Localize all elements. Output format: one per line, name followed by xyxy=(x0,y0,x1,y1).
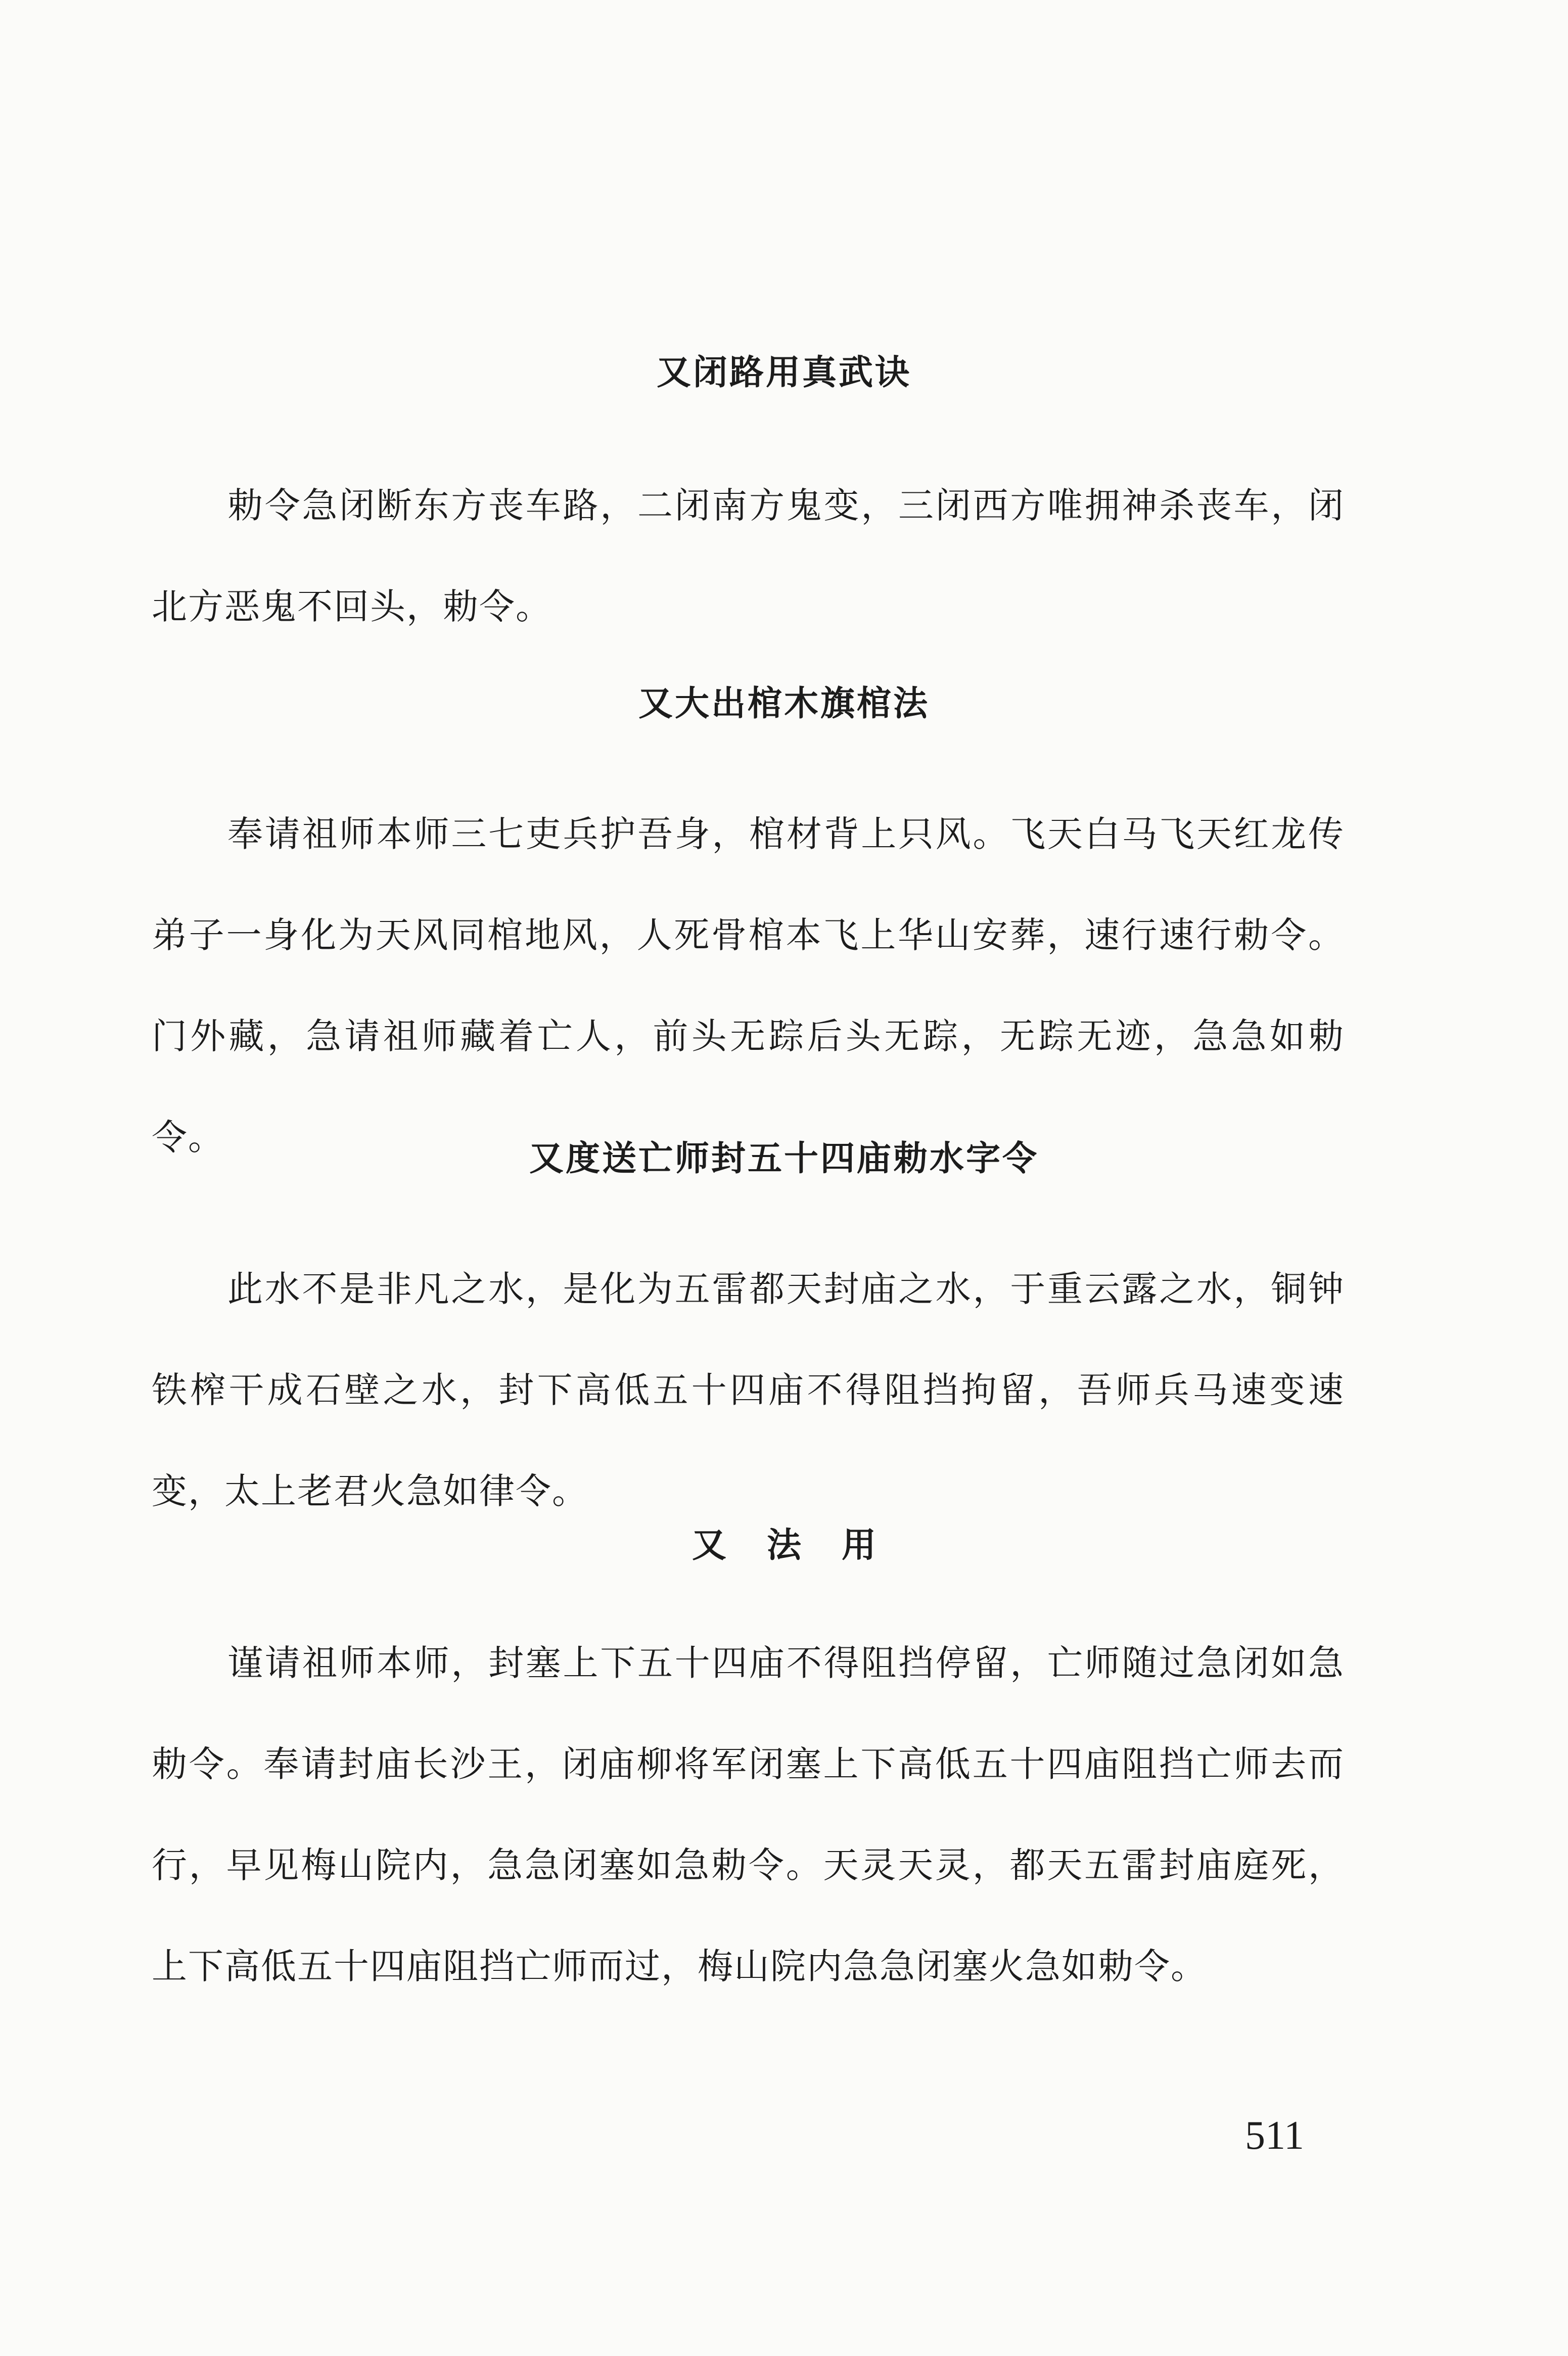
page-number: 511 xyxy=(1244,2113,1304,2158)
section-body-4: 谨请祖师本师，封塞上下五十四庙不得阻挡停留，亡师随过急闭如急勅令。奉请封庙长沙王，闭庙柳将军闭塞上下高低五十四庙阻挡亡师去而行，早见梅山院内，急急闭塞如急勅令。天灵天灵，都天五雷封庙庭死，上下高低五十四庙阻挡亡师而过，梅山院内急急闭塞火急如勅令。 xyxy=(152,1642,1345,1987)
section-body-3: 此水不是非凡之水，是化为五雷都天封庙之水，于重云露之水，铜钟铁榨干成石壁之水，封下高低五十四庙不得阻挡拘留，吾师兵马速变速变，太上老君火急如律令。 xyxy=(152,1268,1345,1512)
section-heading-4: 又法用 xyxy=(691,1526,916,1565)
section-heading-2: 又大出棺木旗棺法 xyxy=(638,684,930,724)
section-heading-1: 又闭路用真武诀 xyxy=(656,353,911,393)
section-heading-3: 又度送亡师封五十四庙勅水字令 xyxy=(529,1139,1039,1179)
section-body-1: 勅令急闭断东方丧车路，二闭南方鬼变，三闭西方唯拥神杀丧车，闭北方恶鬼不回头，勅令。 xyxy=(152,485,1345,627)
section-body-2: 奉请祖师本师三七吏兵护吾身，棺材背上只风。飞天白马飞天红龙传弟子一身化为天风同棺地风，人死骨棺本飞上华山安葬，速行速行勅令。门外藏，急请祖师藏着亡人，前头无踪后头无踪，无踪无迹，急急如勅令。 xyxy=(152,813,1345,1158)
